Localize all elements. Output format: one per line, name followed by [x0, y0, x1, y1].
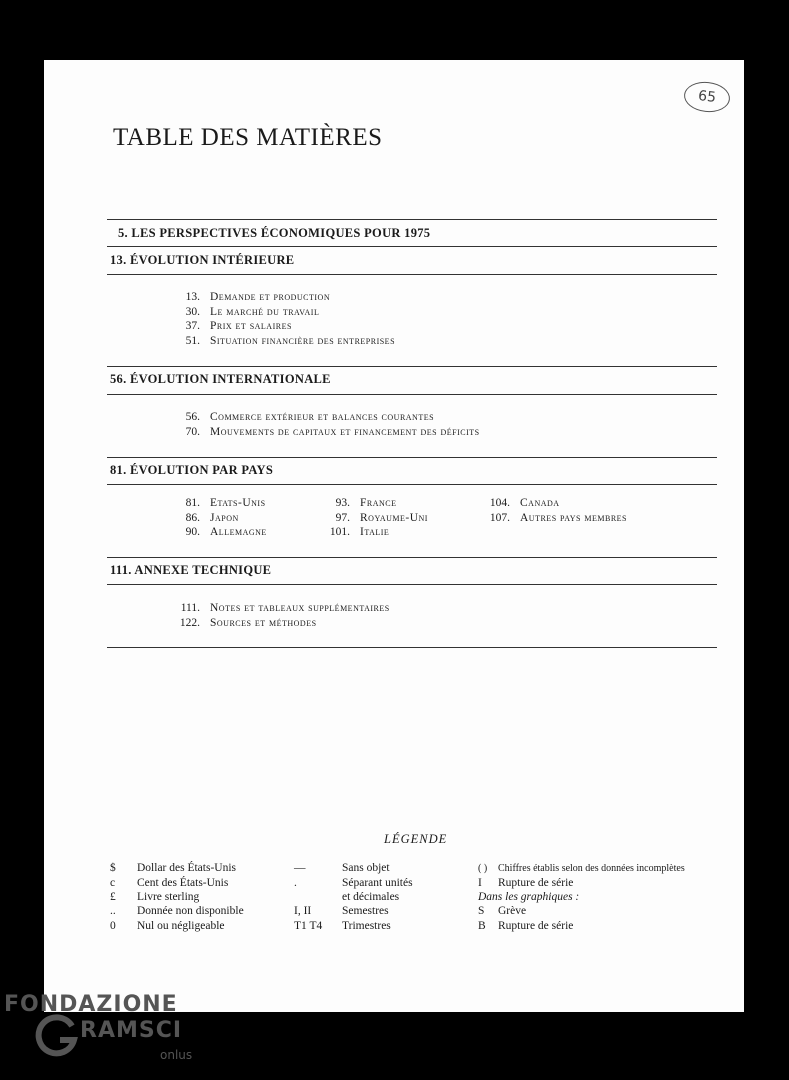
toc-item: 37. Prix et salaires: [185, 320, 292, 332]
section-heading: 13. ÉVOLUTION INTÉRIEURE: [110, 253, 295, 267]
section-heading: 56. ÉVOLUTION INTERNATIONALE: [110, 372, 331, 386]
rule: [107, 647, 717, 648]
country-item: 104. Canada: [489, 497, 560, 509]
legend-entry: — Sans objet: [294, 862, 390, 874]
section-heading: 5. LES PERSPECTIVES ÉCONOMIQUES POUR 1975: [118, 226, 431, 240]
legend-entry: c Cent des États-Unis: [110, 877, 229, 889]
toc-item: 122. Sources et méthodes: [179, 617, 317, 629]
country-item: 81. Etats-Unis: [185, 497, 266, 509]
rule: [107, 557, 717, 558]
rule: [107, 394, 717, 395]
section-heading: 111. ANNEXE TECHNIQUE: [110, 563, 272, 577]
rule: [107, 457, 717, 458]
watermark-g-icon: [34, 1012, 80, 1058]
toc-item: 111. Notes et tableaux supplémentaires: [180, 602, 390, 614]
legend-entry: . Séparant unités: [294, 877, 413, 889]
country-item: 101. Italie: [329, 526, 390, 538]
document-page: [44, 60, 744, 1012]
legend-entry: B Rupture de série: [478, 920, 574, 932]
legend-entry: .. Donnée non disponible: [110, 905, 244, 917]
country-item: 93. France: [335, 497, 397, 509]
rule: [107, 484, 717, 485]
country-item: 97. Royaume-Uni: [335, 512, 428, 524]
legend-entry: T1 T4 Trimestres: [294, 920, 391, 932]
country-item: 86. Japon: [185, 512, 239, 524]
rule: [107, 584, 717, 585]
section-heading: 81. ÉVOLUTION PAR PAYS: [110, 463, 274, 477]
toc-item: 51. Situation financière des entreprises: [185, 335, 396, 347]
legend-entry: £ Livre sterling: [110, 891, 200, 903]
page-title: TABLE DES MATIÈRES: [113, 124, 383, 151]
country-item: 90. Allemagne: [185, 526, 267, 538]
legend-entry: I Rupture de série: [478, 877, 574, 889]
watermark-line3: onlus: [160, 1048, 193, 1062]
rule: [107, 246, 717, 247]
page-number-stamp: 65: [683, 80, 732, 115]
toc-item: 70. Mouvements de capitaux et financement des déficits: [185, 426, 480, 438]
legend-entry: 0 Nul ou négligeable: [110, 920, 225, 932]
legend-entry: Dans les graphiques :: [478, 891, 580, 903]
legend-entry: S Grève: [478, 905, 527, 917]
legend-title: LÉGENDE: [384, 832, 448, 846]
toc-item: 30. Le marché du travail: [185, 306, 320, 318]
country-item: 107. Autres pays membres: [489, 512, 627, 524]
legend-entry: I, II Semestres: [294, 905, 389, 917]
rule: [107, 274, 717, 275]
toc-item: 56. Commerce extérieur et balances courantes: [185, 411, 435, 423]
legend-entry: $ Dollar des États-Unis: [110, 862, 237, 874]
watermark-line1: FONDAZIONE: [4, 992, 178, 1017]
rule: [107, 219, 717, 220]
watermark-line2: RAMSCI: [80, 1018, 183, 1043]
legend-entry: et décimales: [342, 891, 400, 903]
rule: [107, 366, 717, 367]
legend-entry: ( ) Chiffres établis selon des données incomplètes: [478, 863, 685, 874]
toc-item: 13. Demande et production: [185, 291, 331, 303]
